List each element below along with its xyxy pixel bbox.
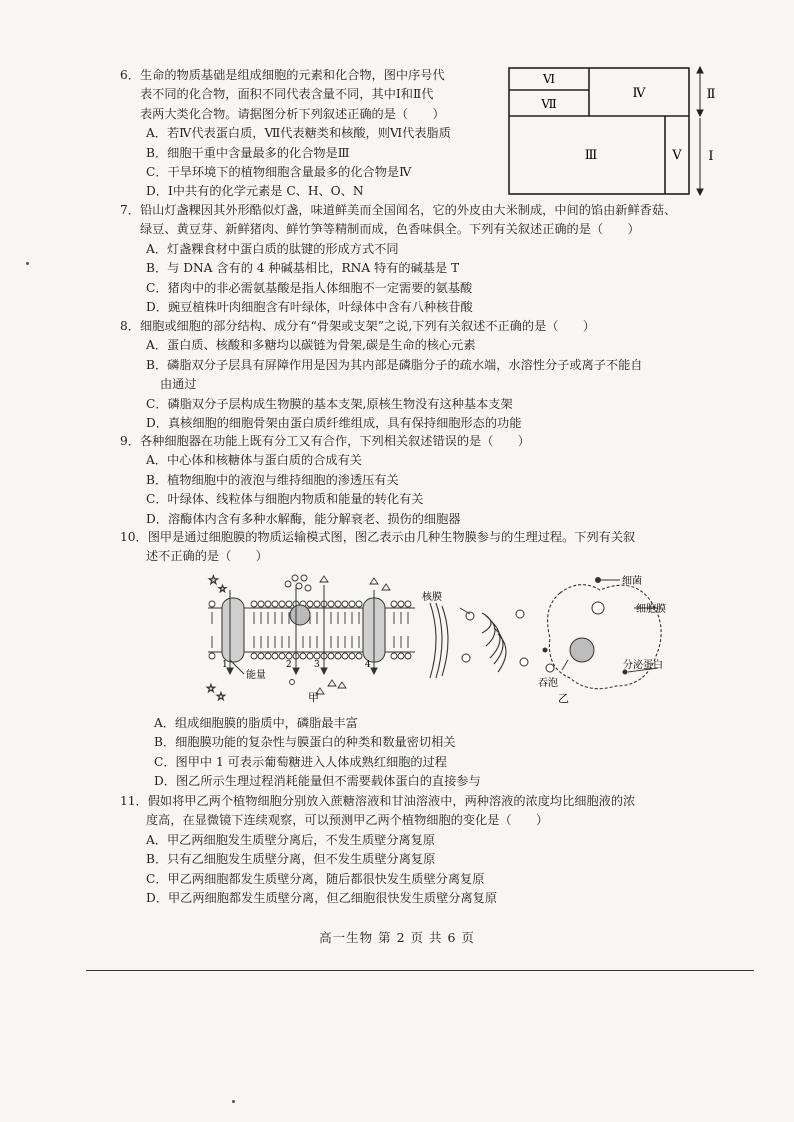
phospholipid-head bbox=[286, 653, 292, 659]
phospholipid-head bbox=[391, 601, 397, 607]
phospholipid-head bbox=[398, 653, 404, 659]
bacterium-dot bbox=[595, 577, 601, 583]
q7-option-b: B．与 DNA 含有的 4 种碱基相比，RNA 特有的碱基是 T bbox=[146, 261, 460, 276]
q7-option-c: C．猪肉中的非必需氨基酸是指人体细胞不一定需要的氨基酸 bbox=[146, 280, 473, 295]
question-10-options bbox=[120, 714, 710, 792]
label-VI: Ⅵ bbox=[542, 72, 556, 86]
q7-option-a: A．灯盏粿食材中蛋白质的肽键的形成方式不同 bbox=[146, 241, 399, 256]
q10-option-b: B．细胞膜功能的复杂性与膜蛋白的种类和数量密切相关 bbox=[154, 735, 456, 750]
phospholipid-head bbox=[265, 653, 271, 659]
q8-stem: 8．细胞或细胞的部分结构、成分有“骨架或支架”之说,下列有关叙述不正确的是（ ） bbox=[120, 319, 596, 333]
phospholipid-head bbox=[272, 601, 278, 607]
phospholipid-head bbox=[258, 601, 264, 607]
q9-option-c: C．叶绿体、线粒体与细胞内物质和能量的转化有关 bbox=[146, 492, 424, 507]
arrow-label-3: 3 bbox=[314, 660, 320, 670]
page-footer: 高一生物 第 2 页 共 6 页 bbox=[319, 930, 475, 945]
q6-area-diagram bbox=[505, 64, 725, 200]
lysosome-circle bbox=[570, 638, 594, 662]
phospholipid-head bbox=[405, 601, 411, 607]
phospholipid-head bbox=[405, 653, 411, 659]
phospholipid-head bbox=[307, 601, 313, 607]
q10-option-c: C．图甲中 1 可表示葡萄糖进入人体成熟红细胞的过程 bbox=[154, 754, 447, 769]
phospholipid-head bbox=[349, 653, 355, 659]
phospholipid-head bbox=[314, 601, 320, 607]
q10-option-a: A．组成细胞膜的脂质中，磷脂最丰富 bbox=[154, 716, 358, 730]
phospholipid-head bbox=[342, 653, 348, 659]
label-VII: Ⅶ bbox=[541, 97, 557, 111]
phospholipid-head bbox=[328, 653, 334, 659]
q7-option-d: D．豌豆植株叶肉细胞含有叶绿体，叶绿体中含有八种核苷酸 bbox=[146, 300, 473, 315]
phospholipid-head bbox=[398, 601, 404, 607]
q9-option-d: D．溶酶体内含有多种水解酶，能分解衰老、损伤的细胞器 bbox=[146, 511, 461, 526]
secretory-protein-label: 分泌蛋白 bbox=[623, 660, 663, 671]
phospholipid-head bbox=[335, 601, 341, 607]
q11-stem-line2: 度高，在显微镜下连续观察，可以预测甲乙两个植物细胞的变化是（ ） bbox=[146, 813, 549, 828]
q6-stem-line2: 表不同的化合物，面积不同代表含量不同，其中Ⅰ和Ⅱ代 bbox=[140, 87, 434, 102]
arrow-label-1: 1 bbox=[222, 660, 228, 670]
embedded-protein bbox=[290, 605, 310, 625]
q10-stem-line2: 述不正确的是（ ） bbox=[146, 549, 268, 564]
q6-option-b: B．细胞干重中含量最多的化合物是Ⅲ bbox=[146, 145, 350, 160]
phospholipid-head bbox=[286, 601, 292, 607]
phospholipid-head bbox=[349, 601, 355, 607]
q9-option-b: B．植物细胞中的液泡与维持细胞的渗透压有关 bbox=[146, 472, 399, 487]
svg-text:☆: ☆ bbox=[208, 573, 219, 587]
q8-option-a: A．蛋白质、核酸和多糖均以碳链为骨架,碳是生命的核心元素 bbox=[146, 338, 476, 353]
label-V: Ⅴ bbox=[672, 148, 682, 163]
phospholipid-head bbox=[328, 601, 334, 607]
phospholipid-head bbox=[307, 653, 313, 659]
label-I: Ⅰ bbox=[708, 149, 714, 164]
bacteria-label: 细菌 bbox=[622, 576, 642, 587]
q8-option-c: C．磷脂双分子层构成生物膜的基本支架,原核生物没有这种基本支架 bbox=[146, 396, 513, 411]
phospholipid-head bbox=[335, 653, 341, 659]
phagocytosis-vesicle-label: 吞泡 bbox=[538, 678, 558, 689]
label-III: Ⅲ bbox=[584, 148, 598, 163]
q6-stem-line3: 表两大类化合物。请据图分析下列叙述正确的是（ ） bbox=[140, 106, 445, 121]
phospholipid-head bbox=[300, 653, 306, 659]
question-10 bbox=[120, 528, 720, 567]
q6-option-a: A．若Ⅳ代表蛋白质，Ⅶ代表糖类和核酸，则Ⅵ代表脂质 bbox=[146, 126, 451, 141]
phospholipid-head bbox=[279, 601, 285, 607]
q7-stem-line2: 绿豆、黄豆芽、新鲜猪肉、鲜竹笋等精制而成，色香味俱全。下列有关叙述正确的是（ ） bbox=[140, 222, 640, 237]
figure-jia-label: 甲 bbox=[308, 691, 319, 704]
phospholipid-head bbox=[258, 653, 264, 659]
q8-option-b-line1: B．磷脂双分子层具有屏障作用是因为其内部是磷脂分子的疏水端，水溶性分子或离子不能自 bbox=[146, 357, 643, 372]
q11-stem-line1: 11．假如将甲乙两个植物细胞分别放入蔗糖溶液和甘油溶液中，两种溶液的浓度均比细胞液的浓 bbox=[120, 794, 636, 808]
q6-stem-line1: 6．生命的物质基础是组成细胞的元素和化合物，图中序号代 bbox=[120, 68, 445, 82]
question-11 bbox=[120, 792, 720, 908]
phospholipid-head bbox=[356, 653, 362, 659]
figure-jia-membrane-transport bbox=[200, 570, 425, 705]
q11-option-c: C．甲乙两细胞都发生质壁分离，随后都很快发生质壁分离复原 bbox=[146, 871, 485, 886]
bacterium-phagosome bbox=[592, 602, 604, 614]
phospholipid-head bbox=[314, 653, 320, 659]
figure-yi-label: 乙 bbox=[558, 692, 569, 705]
svg-text:☆: ☆ bbox=[218, 584, 227, 595]
phospholipid-head bbox=[279, 653, 285, 659]
q8-option-b-line2: 由通过 bbox=[160, 377, 197, 392]
svg-text:☆: ☆ bbox=[206, 682, 216, 695]
label-IV: Ⅳ bbox=[632, 86, 646, 101]
scan-speck bbox=[26, 262, 29, 265]
figure-yi-secretion bbox=[420, 568, 682, 708]
q10-stem-line1: 10．图甲是通过细胞膜的物质运输模式图，图乙表示由几种生物膜参与的生理过程。下列有关叙 bbox=[120, 530, 636, 544]
q6-option-d: D．Ⅰ中共有的化学元素是 C、H、O、N bbox=[146, 184, 364, 199]
question-7 bbox=[120, 201, 710, 317]
question-8 bbox=[120, 317, 710, 433]
arrow-label-2: 2 bbox=[286, 660, 292, 670]
carrier-protein-1 bbox=[222, 598, 244, 662]
q11-option-b: B．只有乙细胞发生质壁分离，但不发生质壁分离复原 bbox=[146, 852, 436, 867]
q6-option-c: C．干旱环境下的植物细胞含量最多的化合物是Ⅳ bbox=[146, 165, 412, 180]
q9-stem: 9．各种细胞器在功能上既有分工又有合作，下列相关叙述错误的是（ ） bbox=[120, 434, 530, 448]
phospholipid-head bbox=[391, 653, 397, 659]
phospholipid-head bbox=[356, 601, 362, 607]
phospholipid-head bbox=[209, 653, 215, 659]
nuclear-membrane-label: 核膜 bbox=[422, 592, 442, 603]
q11-option-d: D．甲乙两细胞都发生质壁分离，但乙细胞很快发生质壁分离复原 bbox=[146, 891, 498, 906]
q9-option-a: A．中心体和核糖体与蛋白质的合成有关 bbox=[146, 453, 362, 468]
arrow-label-4: 4 bbox=[365, 660, 371, 670]
label-II: Ⅱ bbox=[706, 87, 716, 102]
cell-membrane-label: 细胞膜 bbox=[636, 604, 666, 615]
phospholipid-head bbox=[342, 601, 348, 607]
phospholipid-head bbox=[251, 653, 257, 659]
phospholipid-head bbox=[272, 653, 278, 659]
q7-stem-line1: 7．铅山灯盏粿因其外形酷似灯盏，味道鲜美而全国闻名，它的外皮由大米制成，中间的馅由新鲜香菇、 bbox=[120, 203, 677, 217]
q11-option-a: A．甲乙两细胞发生质壁分离后，不发生质壁分离复原 bbox=[146, 832, 436, 847]
scan-speck bbox=[232, 1100, 235, 1103]
question-9 bbox=[120, 432, 710, 529]
q10-option-d: D．图乙所示生理过程消耗能量但不需要载体蛋白的直接参与 bbox=[154, 774, 481, 789]
phospholipid-head bbox=[209, 601, 215, 607]
bottom-divider bbox=[86, 970, 754, 971]
svg-text:☆: ☆ bbox=[216, 690, 226, 703]
phospholipid-head bbox=[265, 601, 271, 607]
q8-option-d: D．真核细胞的细胞骨架由蛋白质纤维组成，具有保持细胞形态的功能 bbox=[146, 416, 522, 431]
phospholipid-head bbox=[251, 601, 257, 607]
energy-label: 能量 bbox=[246, 670, 266, 681]
